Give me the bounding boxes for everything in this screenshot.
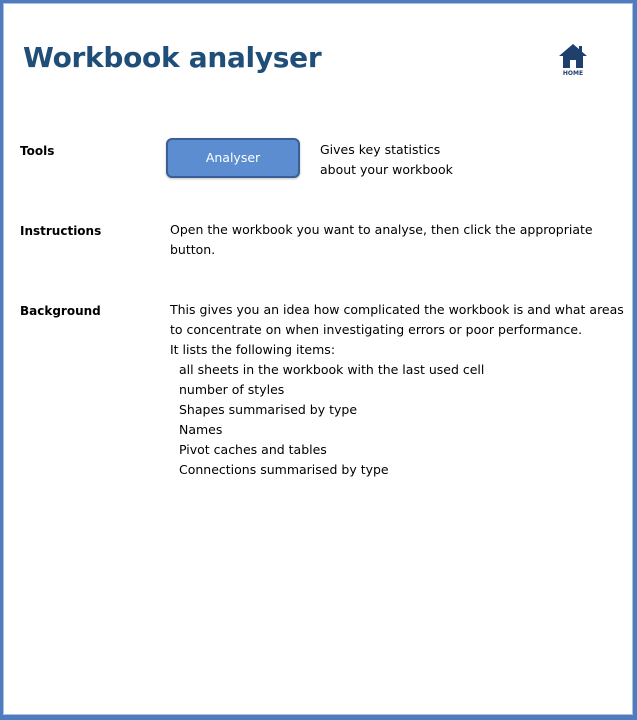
background-intro-line: It lists the following items:: [170, 342, 336, 357]
instructions-text: [170, 220, 593, 260]
background-intro-line: to concentrate on when investigating errors or poor performance.: [170, 322, 583, 337]
page-title: Workbook analyser: [23, 41, 322, 74]
background-text: [170, 300, 624, 480]
background-intro-line: This gives you an idea how complicated the workbook is and what areas: [170, 302, 624, 317]
background-list-item: number of styles: [179, 382, 285, 397]
home-button[interactable]: [553, 43, 593, 89]
background-label: Background: [20, 304, 101, 318]
home-label: HOME: [562, 70, 584, 77]
tools-description-line: about your workbook: [320, 162, 453, 177]
tools-label: Tools: [20, 144, 55, 158]
home-icon: [558, 43, 588, 69]
tools-description-line: Gives key statistics: [320, 142, 441, 157]
background-list-item: Pivot caches and tables: [179, 442, 327, 457]
instructions-line: button.: [170, 242, 216, 257]
instructions-line: Open the workbook you want to analyse, then click the appropriate: [170, 222, 593, 237]
analyser-button[interactable]: Analyser: [166, 138, 300, 178]
background-list-item: Shapes summarised by type: [179, 402, 358, 417]
background-list-item: Connections summarised by type: [179, 462, 389, 477]
background-list-item: all sheets in the workbook with the last used cell: [179, 362, 485, 377]
background-list-item: Names: [179, 422, 223, 437]
instructions-label: Instructions: [20, 224, 102, 238]
tools-description: [320, 140, 453, 180]
